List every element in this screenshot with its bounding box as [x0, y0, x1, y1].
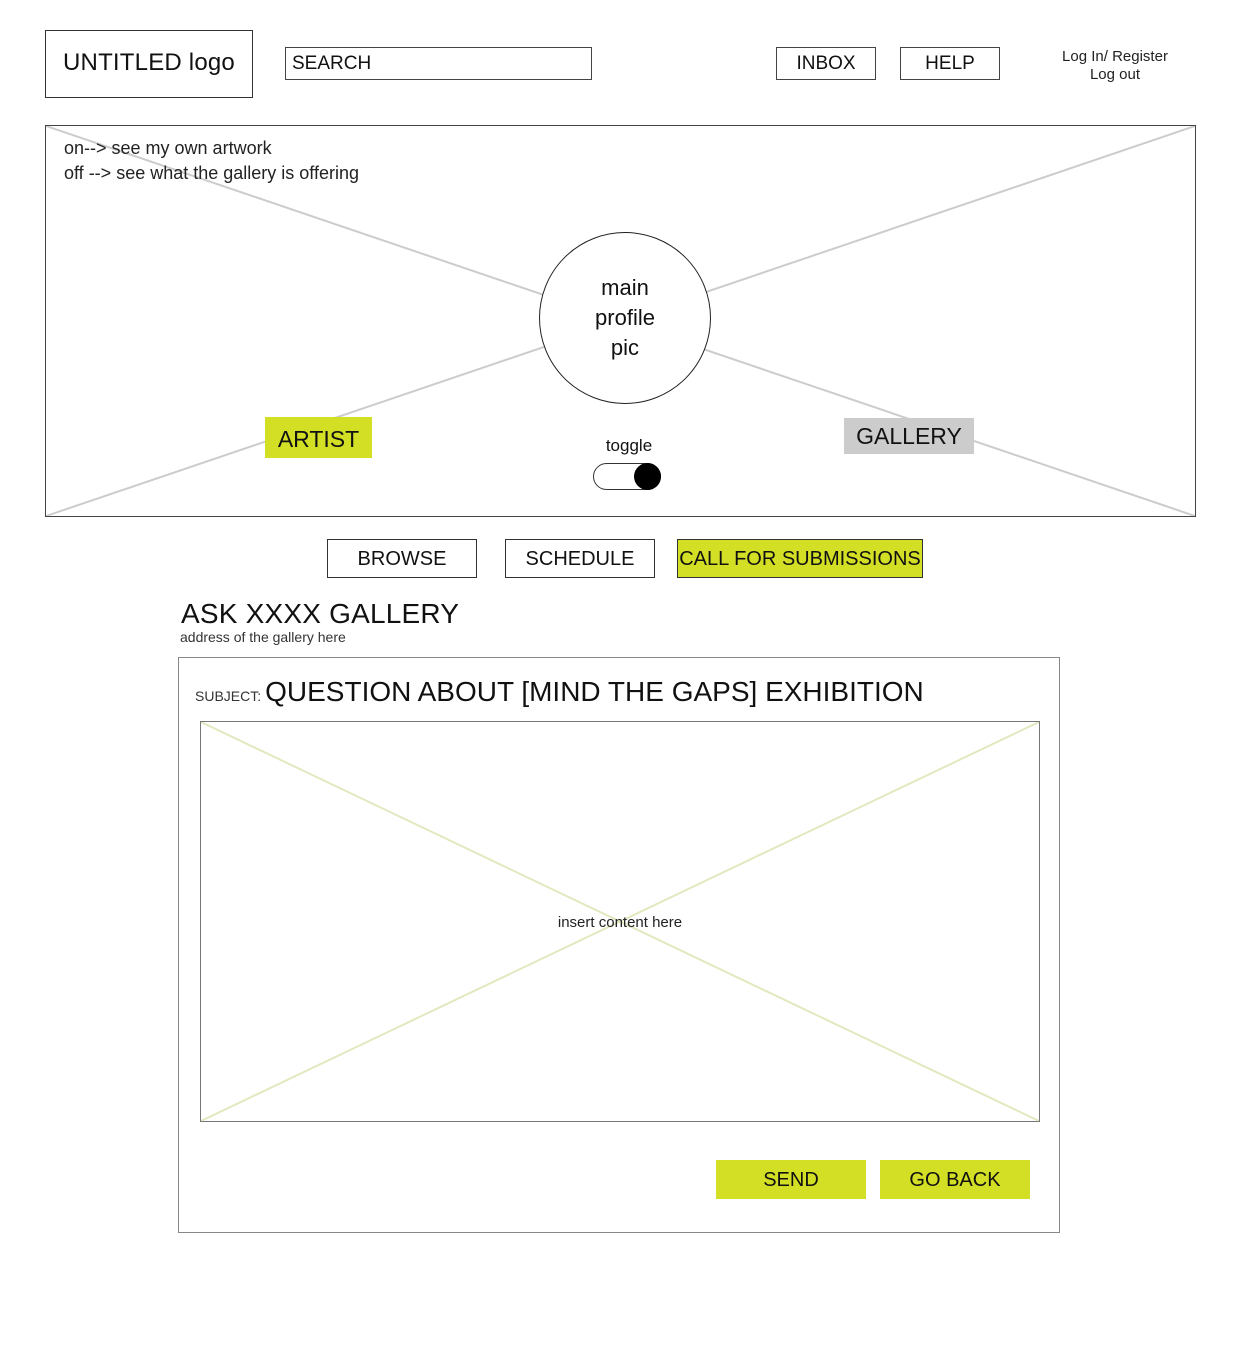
toggle-explanation: [64, 136, 359, 186]
call-for-submissions-button[interactable]: CALL FOR SUBMISSIONS: [677, 539, 923, 578]
inbox-button[interactable]: INBOX: [776, 47, 876, 80]
artist-mode-label[interactable]: ARTIST: [265, 417, 372, 458]
auth-links: [1040, 48, 1190, 84]
schedule-button[interactable]: SCHEDULE: [505, 539, 655, 578]
toggle-label: toggle: [605, 436, 653, 455]
profile-picture[interactable]: [539, 232, 711, 404]
go-back-button[interactable]: GO BACK: [880, 1160, 1030, 1199]
message-form: [178, 657, 1060, 1233]
browse-button[interactable]: BROWSE: [327, 539, 477, 578]
logout-link[interactable]: Log out: [1089, 66, 1141, 83]
logo-text: UNTITLED logo: [63, 49, 235, 76]
profile-picture-label: main profile pic: [595, 275, 655, 360]
toggle-note-on: on--> see my own artwork: [64, 138, 272, 158]
content-placeholder-text: insert content here: [557, 914, 683, 931]
message-body-field[interactable]: [200, 721, 1040, 1122]
search-input[interactable]: SEARCH: [285, 47, 592, 80]
gallery-address: address of the gallery here: [180, 629, 346, 645]
toggle-note-off: off --> see what the gallery is offering: [64, 163, 359, 183]
toggle-knob[interactable]: [634, 463, 661, 490]
cover-image-placeholder: [45, 125, 1196, 517]
subject-line[interactable]: [195, 676, 924, 708]
subject-label: SUBJECT:: [195, 688, 262, 704]
send-button[interactable]: SEND: [716, 1160, 866, 1199]
help-button[interactable]: HELP: [900, 47, 1000, 80]
page-title: ASK XXXX GALLERY: [181, 598, 460, 629]
gallery-mode-label[interactable]: GALLERY: [844, 418, 974, 454]
artist-gallery-toggle[interactable]: [593, 463, 661, 490]
subject-field[interactable]: QUESTION ABOUT [MIND THE GAPS] EXHIBITION: [265, 676, 924, 707]
login-register-link[interactable]: Log In/ Register: [1062, 48, 1168, 65]
logo[interactable]: [45, 30, 253, 98]
